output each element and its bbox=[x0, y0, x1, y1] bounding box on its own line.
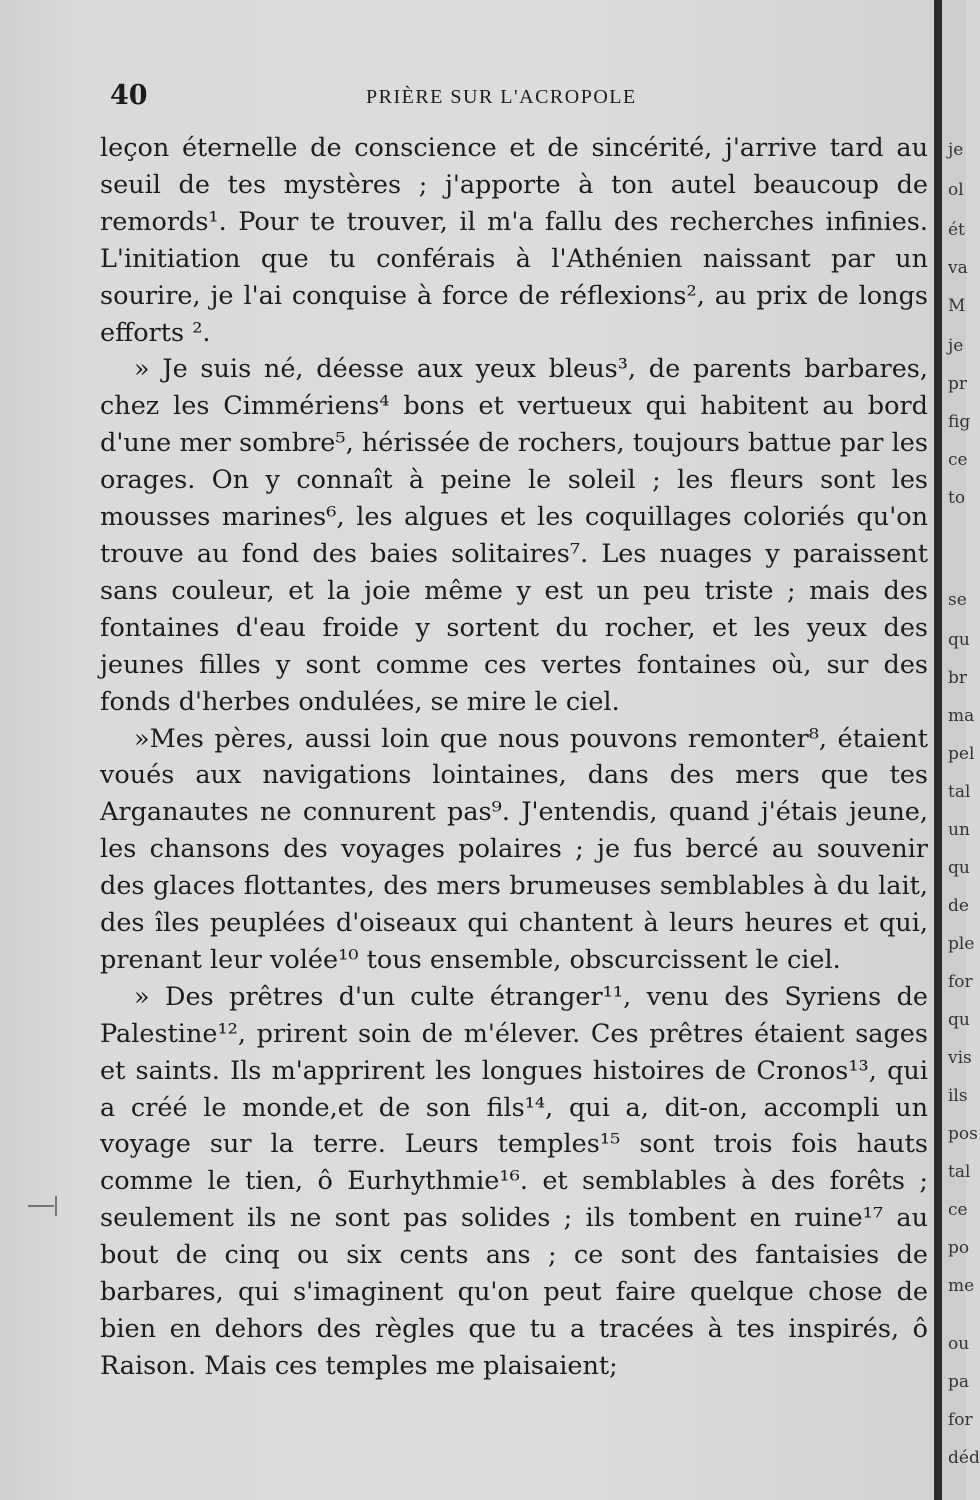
edge-fragment: br bbox=[948, 668, 968, 688]
edge-fragment: qu bbox=[948, 630, 970, 650]
edge-fragment: un bbox=[948, 820, 970, 840]
adjacent-page-edge bbox=[942, 0, 980, 1500]
edge-fragment: po bbox=[948, 1238, 970, 1258]
edge-fragment: for bbox=[948, 972, 973, 992]
edge-fragment: tal bbox=[948, 1162, 971, 1182]
edge-fragment: ma bbox=[948, 706, 975, 726]
edge-fragment: fig bbox=[948, 412, 971, 432]
edge-fragment: pr bbox=[948, 374, 968, 394]
pencil-margin-mark bbox=[26, 1192, 66, 1222]
edge-fragment: qu bbox=[948, 1010, 970, 1030]
edge-fragment: ou bbox=[948, 1334, 970, 1354]
edge-fragment: ce bbox=[948, 1200, 968, 1220]
edge-fragment: ce bbox=[948, 450, 968, 470]
edge-fragment: tal bbox=[948, 782, 971, 802]
edge-fragment: for bbox=[948, 1410, 973, 1430]
edge-fragment: M bbox=[948, 296, 966, 316]
paragraph-4: » Des prêtres d'un culte étranger¹¹, venu des Syriens de Palestine¹², prirent soin de m'élever. Ces prêtres étaient sages et saints. Ils m'apprirent les longues histoires de Cronos¹³, qui a créé le monde,et de son fils¹⁴, qui a, dit-on, accompli un voyage sur la terre. Leurs temples¹⁵ sont trois fois hauts comme le tien, ô Eurhythmie¹⁶. et semblables à des forêts ; seulement ils ne sont pas solides ; ils tombent en ruine¹⁷ au bout de cinq ou six cents ans ; ce sont des fantaisies de barbares, qui s'imaginent qu'on peut faire quelque chose de bien en dehors des règles que tu a tracées à tes inspirés, ô Raison. Mais ces temples me plaisaient; bbox=[100, 981, 928, 1381]
edge-fragment: vis bbox=[948, 1048, 972, 1068]
running-title: PRIÈRE SUR L'ACROPOLE bbox=[366, 86, 637, 108]
edge-fragment: je bbox=[948, 336, 964, 356]
edge-fragment: ple bbox=[948, 934, 975, 954]
edge-fragment: va bbox=[948, 258, 968, 278]
edge-fragment: déd bbox=[948, 1448, 980, 1468]
edge-fragment: de bbox=[948, 896, 969, 916]
paragraph-3: »Mes pères, aussi loin que nous pouvons remonter⁸, étaient voués aux navigations lointaines, dans des mers que tes Arganautes ne connurent pas⁹. J'entendis, quand j'étais jeune, les chansons des voyages polaires ; je fus bercé au souvenir des glaces flottantes, des mers brumeuses semblables à du lait, des îles peuplées d'oiseaux qui chantent à leurs heures et qui, prenant leur volée¹⁰ tous ensemble, obscurcissent le ciel. bbox=[100, 723, 928, 975]
edge-fragment: ol bbox=[948, 180, 964, 200]
edge-fragment: me bbox=[948, 1276, 975, 1296]
edge-fragment: to bbox=[948, 488, 966, 508]
edge-fragment: ét bbox=[948, 220, 965, 240]
edge-fragment: qu bbox=[948, 858, 970, 878]
edge-fragment: pel bbox=[948, 744, 975, 764]
paragraph-2: » Je suis né, déesse aux yeux bleus³, de parents barbares, chez les Cimmériens⁴ bons et vertueux qui habitent au bord d'une mer sombre⁵, hérissée de rochers, toujours battue par les orages. On y connaît à peine le soleil ; les fleurs sont les mousses marines⁶, les algues et les coquillages coloriés qu'on trouve au fond des baies solitaires⁷. Les nuages y paraissent sans couleur, et la joie même y est un peu triste ; mais des fontaines d'eau froide y sortent du rocher, et les yeux des jeunes filles y sont comme ces vertes fontaines où, sur des fonds d'herbes ondulées, se mire le ciel. bbox=[100, 354, 928, 717]
book-gutter bbox=[934, 0, 942, 1500]
edge-fragment: se bbox=[948, 590, 967, 610]
edge-fragment: ils bbox=[948, 1086, 968, 1106]
body-text bbox=[100, 130, 928, 1385]
edge-fragment: pos bbox=[948, 1124, 978, 1144]
paragraph-1: leçon éternelle de conscience et de sincérité, j'arrive tard au seuil de tes mystères ; j'apporte à ton autel beaucoup de remords¹. Pour te trouver, il m'a fallu des recherches infinies. L'initiation que tu conférais à l'Athénien naissant par un sourire, je l'ai conquise à force de réflexions², au prix de longs efforts ². bbox=[100, 133, 928, 348]
page-number: 40 bbox=[110, 80, 148, 111]
edge-fragment: je bbox=[948, 140, 964, 160]
edge-fragment: pa bbox=[948, 1372, 970, 1392]
